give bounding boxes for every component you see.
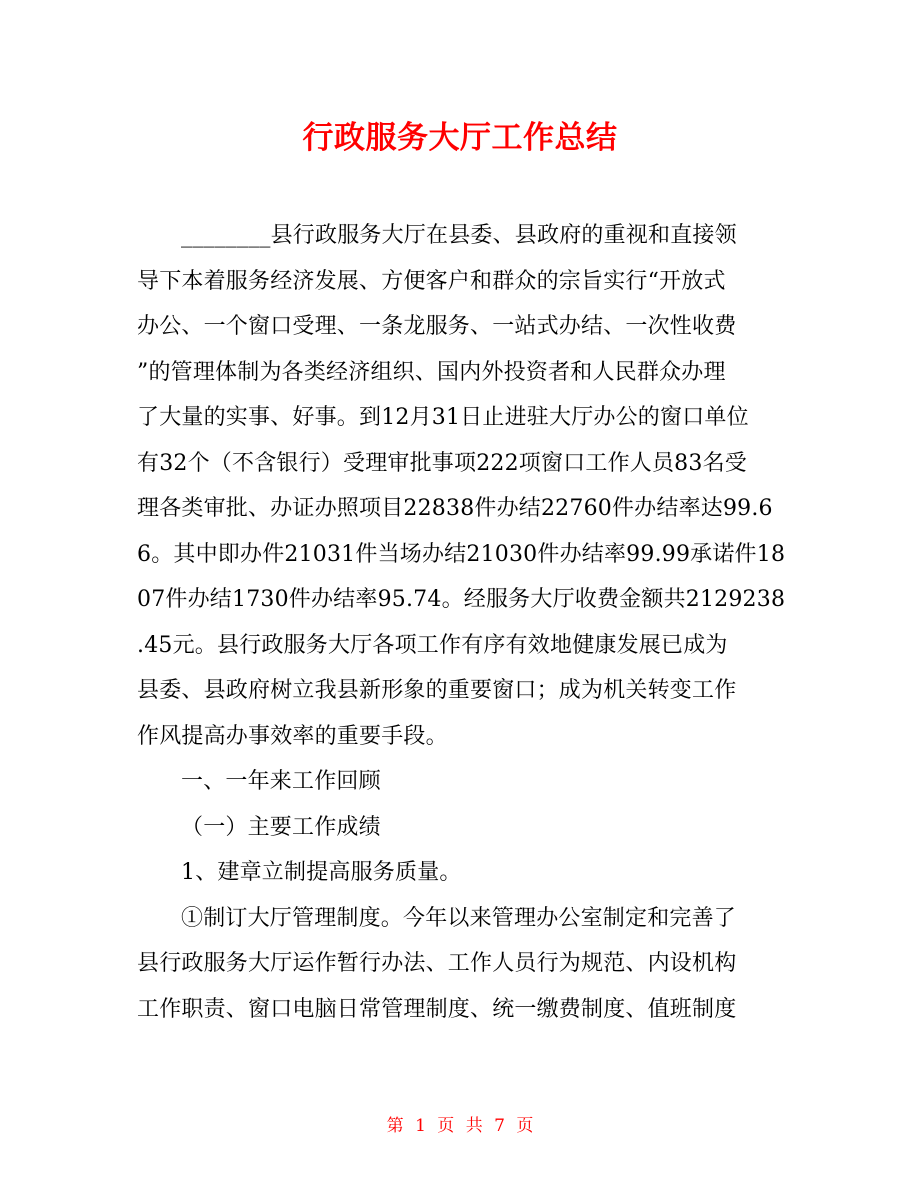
text-line: 办公、一个窗口受理、一条龙服务、一站式办结、一次性收费 [137,314,737,339]
text-line: 导下本着服务经济发展、方便客户和群众的宗旨实行“开放式 [137,268,726,294]
text-line: 工作职责、窗口电脑日常管理制度、统一缴费制度、值班制度 [137,996,737,1022]
text-line: 07件办结1730件办结率95.74。经服务大厅收费金额共2129238 [137,587,786,612]
text-line: ①制订大厅管理制度。今年以来管理办公室制定和完善了 [181,905,737,931]
subsection-heading: （一）主要工作成绩 [181,814,381,840]
text-line: 县委、县政府树立我县新形象的重要窗口；成为机关转变工作 [137,678,737,703]
text-line: ________县行政服务大厅在县委、县政府的重视和直接领 [181,223,737,248]
page-footer: 第 1 页 共 7 页 [386,1116,534,1136]
text-line: 县行政服务大厅运作暂行办法、工作人员行为规范、内设机构 [137,951,737,976]
text-line: .45元。县行政服务大厅各项工作有序有效地健康发展已成为 [137,632,728,658]
text-line: 有32个（不含银行）受理审批事项222项窗口工作人员83名受 [137,450,747,476]
text-line: ”的管理体制为各类经济组织、国内外投资者和人民群众办理 [137,359,726,385]
section-heading: 一、一年来工作回顾 [181,769,381,794]
text-line: 作风提高办事效率的重要手段。 [137,723,448,749]
document-body [137,213,787,1032]
text-line: 6。其中即办件21031件当场办结21030件办结率99.99承诺件18 [137,541,786,567]
text-line: 了大量的实事、好事。到12月31日止进驻大厅办公的窗口单位 [137,405,749,430]
text-line: 理各类审批、办证办照项目22838件办结22760件办结率达99.6 [137,496,773,521]
item-heading: 1、建章立制提高服务质量。 [181,860,462,885]
document-title: 行政服务大厅工作总结 [302,120,618,156]
